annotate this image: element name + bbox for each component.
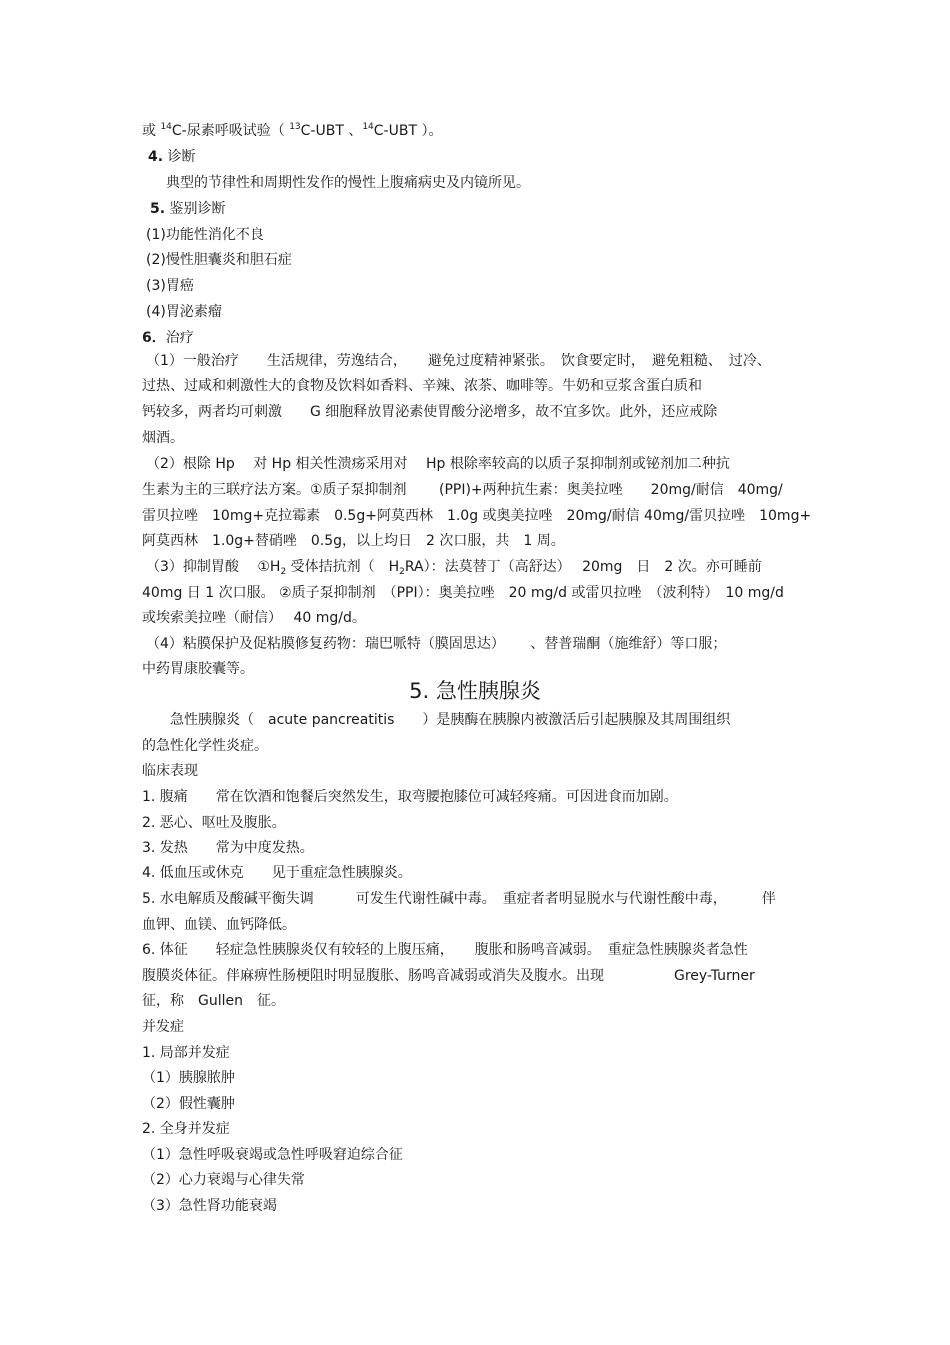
text-run: C-UBT 、 (300, 123, 363, 139)
paragraph-line: 或埃索美拉唑（耐信） 40 mg/d。 (142, 610, 366, 626)
paragraph-line: （2）根除 Hp 对 Hp 相关性溃疡采用对 Hp 根除率较高的以质子泵抑制剂或铋剂加二种抗 (146, 456, 730, 472)
superscript: 14 (362, 122, 374, 132)
list-item: （3）急性肾功能衰竭 (142, 1198, 277, 1214)
paragraph-line: （1）一般治疗 生活规律，劳逸结合， 避免过度精神紧张。 饮食要定时， 避免粗糙、 过冷、 (146, 353, 771, 369)
acid-suppression-line (146, 558, 816, 576)
paragraph-line: 3. 发热 常为中度发热。 (142, 840, 314, 856)
paragraph-line: 血钾、血镁、血钙降低。 (142, 917, 296, 933)
paragraph-line: 雷贝拉唑 10mg+克拉霉素 0.5g+阿莫西林 1.0g 或奥美拉唑 20mg/耐信 40mg/雷贝拉唑 10mg+ (142, 508, 812, 524)
section-title: 诊断 (167, 149, 196, 165)
section-heading-treatment (142, 329, 812, 347)
section-number: 4. (148, 149, 164, 165)
paragraph-line: 中药胃康胶囊等。 (142, 661, 254, 677)
paragraph-line: 过热、过咸和刺激性大的食物及饮料如香料、辛辣、浓茶、咖啡等。牛奶和豆浆含蛋白质和 (142, 378, 702, 394)
section-number: 6． (142, 330, 166, 346)
paragraph-line: 钙较多，两者均可刺激 G 细胞释放胃泌素使胃酸分泌增多，故不宜多饮。此外，还应戒除 (142, 404, 718, 420)
paragraph-line: 腹膜炎体征。伴麻痹性肠梗阻时明显腹胀、肠鸣音减弱或消失及腹水。出现 Grey-Turner (142, 968, 755, 984)
list-item: （1）急性呼吸衰竭或急性呼吸窘迫综合征 (142, 1147, 403, 1163)
subscript: 2 (399, 567, 405, 577)
paragraph-line: （4）粘膜保护及促粘膜修复药物：瑞巴哌特（膜固思达） 、替普瑞酮（施维舒）等口服； (146, 636, 727, 652)
subheading: 临床表现 (142, 763, 198, 779)
list-item: (2)慢性胆囊炎和胆石症 (146, 252, 292, 268)
text-run: （3）抑制胃酸 ①H (146, 559, 281, 575)
list-item: 1. 局部并发症 (142, 1045, 230, 1061)
list-item: （2）假性囊肿 (142, 1096, 235, 1112)
breath-test-line (142, 122, 812, 140)
list-item: (3)胃癌 (146, 278, 194, 294)
paragraph-line: 烟酒。 (142, 430, 184, 446)
paragraph-line: 阿莫西林 1.0g+替硝唑 0.5g，以上均日 2 次口服，共 1 周。 (142, 533, 565, 549)
paragraph-line: 急性胰腺炎（ acute pancreatitis ）是胰酶在胰腺内被激活后引起胰腺及其周围组织 (142, 712, 731, 728)
list-item: 2. 全身并发症 (142, 1121, 230, 1137)
list-item: （1）胰腺脓肿 (142, 1070, 235, 1086)
paragraph-line: 5. 水电解质及酸碱平衡失调 可发生代谢性碱中毒。 重症者者明显脱水与代谢性酸中毒， 伴 (142, 891, 776, 907)
paragraph-line: 6. 体征 轻症急性胰腺炎仅有较轻的上腹压痛， 腹胀和肠鸣音减弱。 重症急性胰腺炎者急性 (142, 942, 748, 958)
section-title: 鉴别诊断 (169, 201, 226, 217)
section-title: 治疗 (165, 330, 194, 346)
text-run: RA）：法莫替丁（高舒达） 20mg 日 2 次。亦可睡前 (404, 559, 762, 575)
subheading: 并发症 (142, 1019, 184, 1035)
paragraph-line: 2. 恶心、呕吐及腹胀。 (142, 815, 286, 831)
paragraph-line: 生素为主的三联疗法方案。①质子泵抑制剂 (PPI)+两种抗生素：奥美拉唑 20mg/耐信 40mg/ (142, 482, 783, 498)
text-run: C-UBT ）。 (373, 123, 443, 139)
list-item: (4)胃泌素瘤 (146, 304, 222, 320)
list-item: (1)功能性消化不良 (146, 227, 264, 243)
superscript: 13 (289, 122, 301, 132)
paragraph-line: 40mg 日 1 次口服。 ②质子泵抑制剂 （PPI）：奥美拉唑 20 mg/d 或雷贝拉唑 （波利特） 10 mg/d (142, 585, 784, 601)
subscript: 2 (280, 567, 287, 577)
paragraph-line: 4. 低血压或休克 见于重症急性胰腺炎。 (142, 865, 412, 881)
list-item: （2）心力衰竭与心律失常 (142, 1172, 305, 1188)
section-heading-diagnosis (148, 148, 818, 166)
paragraph-line: 的急性化学性炎症。 (142, 738, 268, 754)
superscript: 14 (160, 122, 172, 132)
text-run: 或 (142, 123, 161, 139)
chapter-title: 5. 急性胰腺炎 (409, 679, 541, 703)
paragraph-line: 典型的节律性和周期性发作的慢性上腹痛病史及内镜所见。 (166, 175, 530, 191)
text-run: C-尿素呼吸试验（ (171, 123, 290, 139)
text-run: 受体拮抗剂（ H (286, 559, 400, 575)
paragraph-line: 征，称 Gullen 征。 (142, 993, 285, 1009)
section-heading-differential (150, 200, 820, 218)
section-number: 5. (150, 201, 166, 217)
paragraph-line: 1. 腹痛 常在饮酒和饱餐后突然发生，取弯腰抱膝位可减轻疼痛。可因进食而加剧。 (142, 789, 678, 805)
